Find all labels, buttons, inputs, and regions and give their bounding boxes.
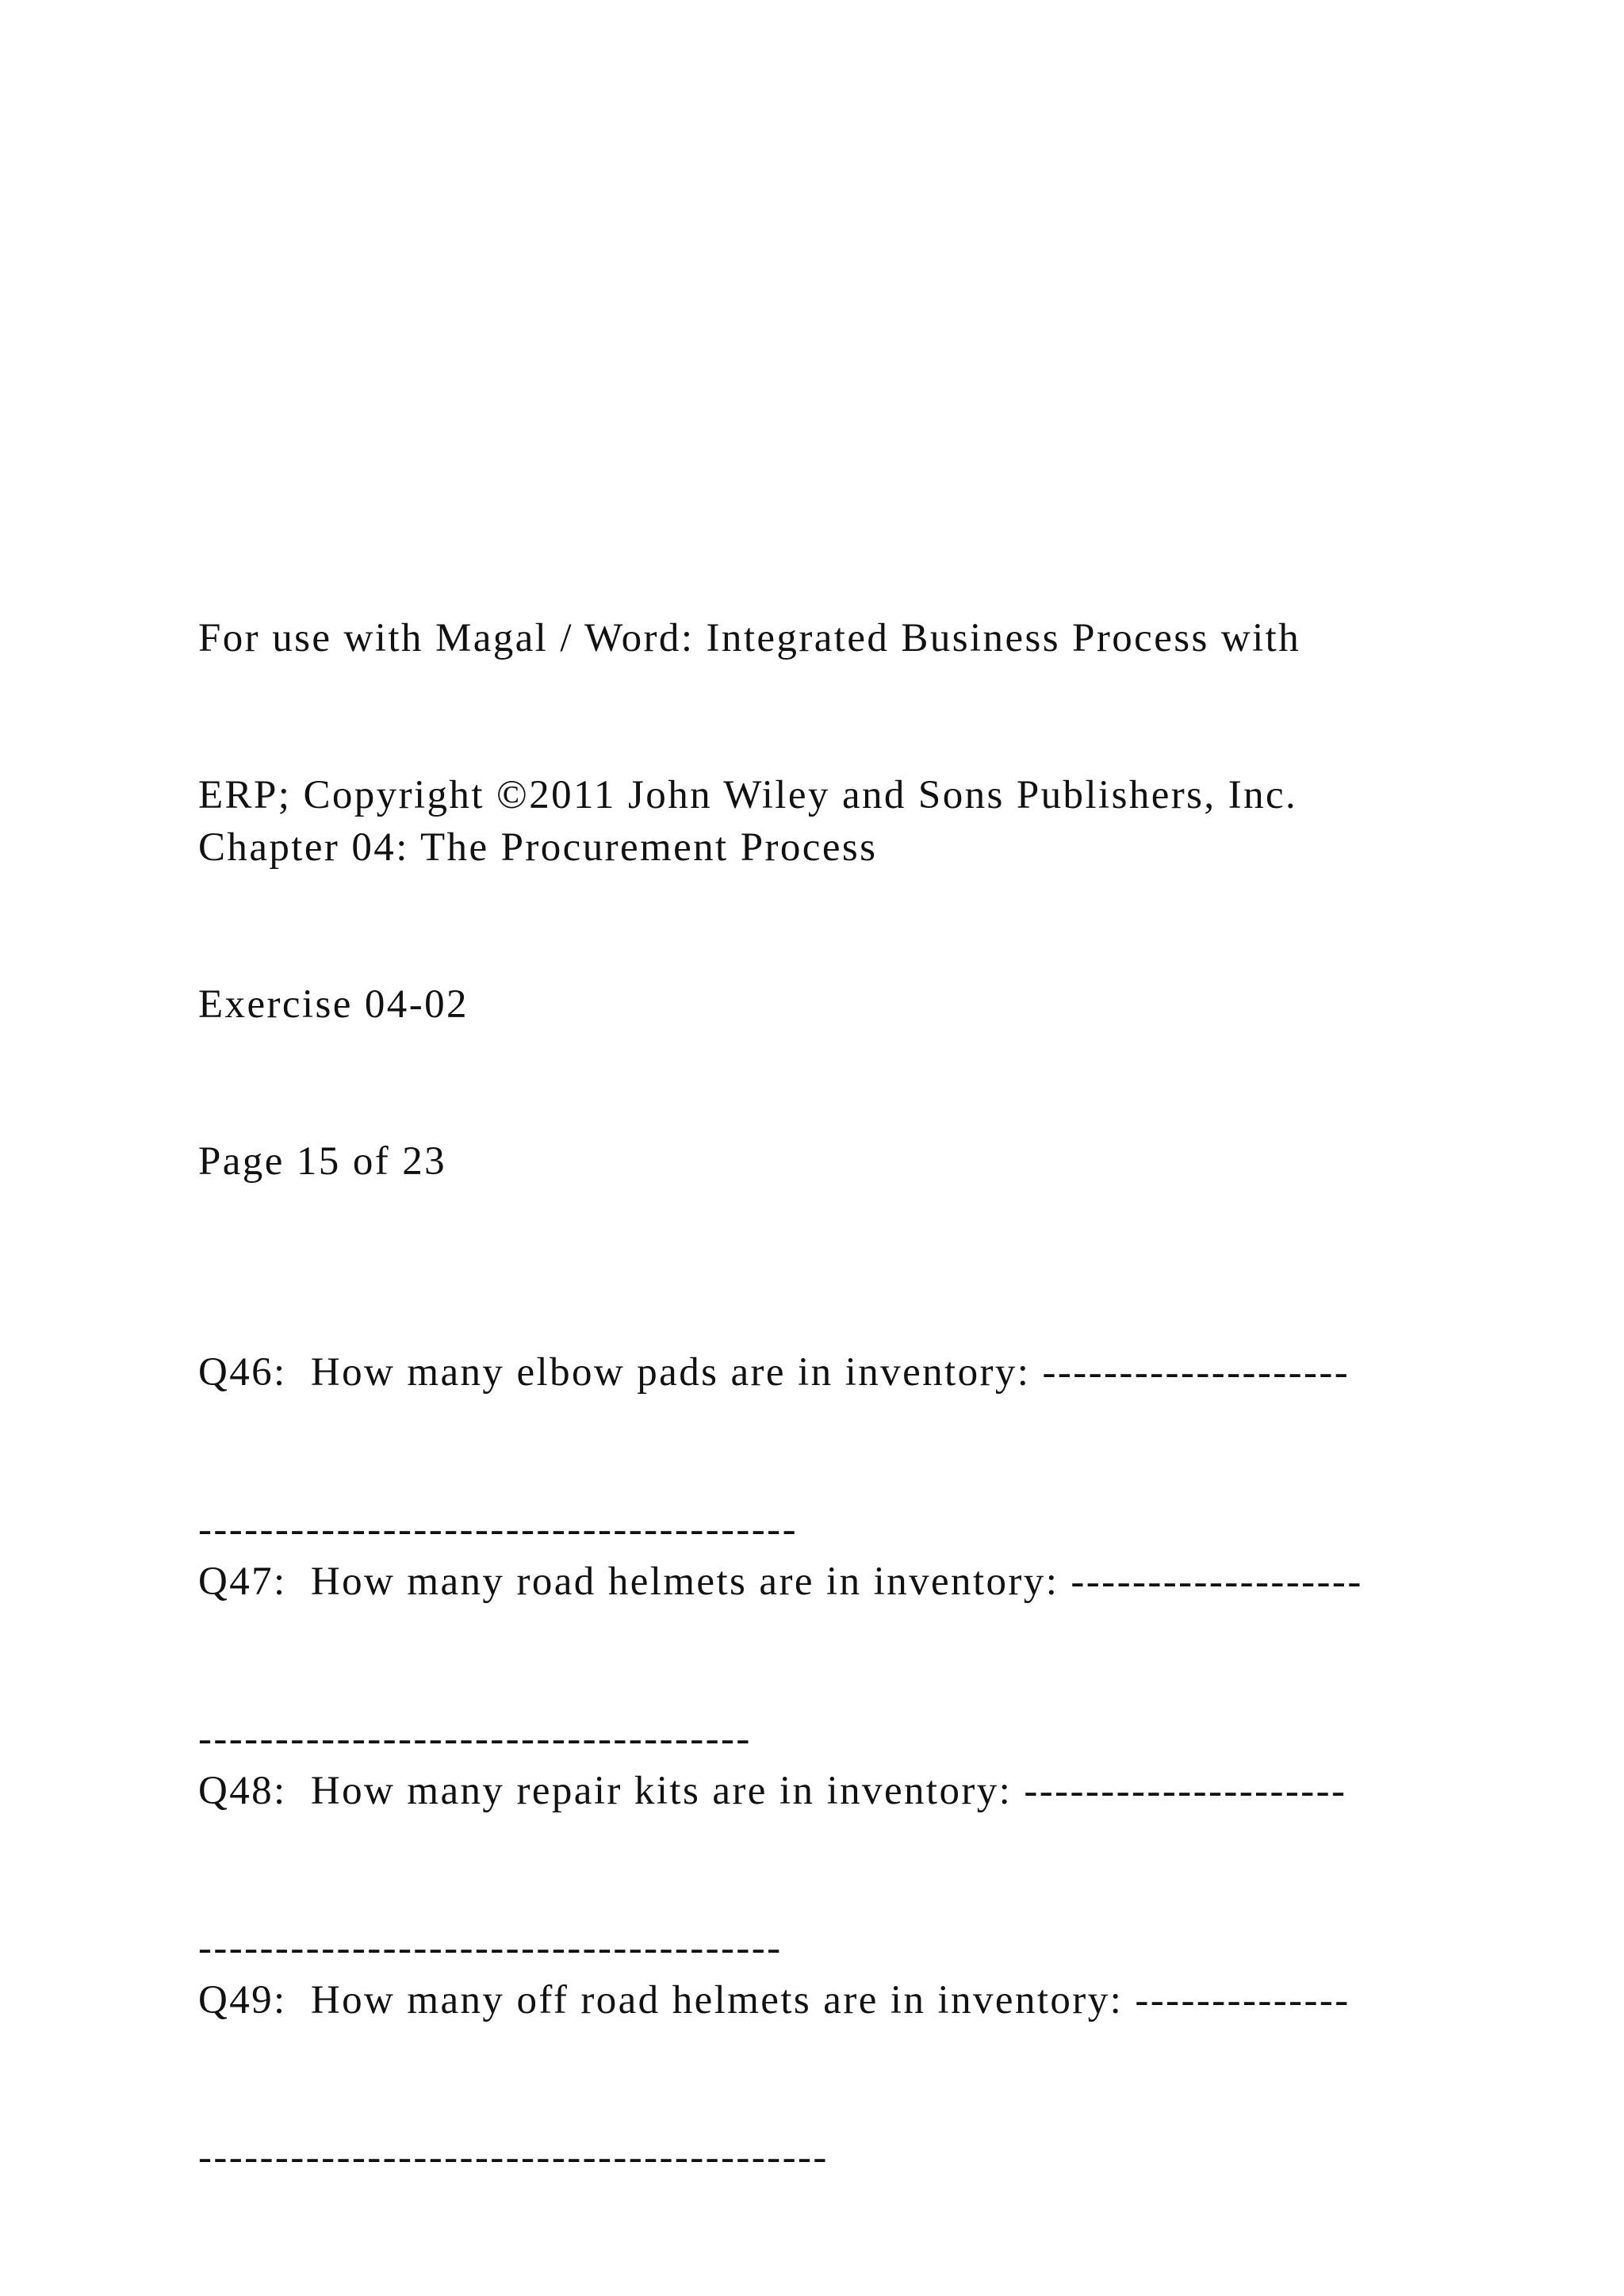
question-q49-line-1: Q49: How many off road helmets are in inventory: -------------- (198, 1978, 1350, 2022)
question-q46-line-1: Q46: How many elbow pads are in inventory: -------------------- (198, 1350, 1350, 1395)
question-q47-line-2: ------------------------------------ (198, 1716, 752, 1761)
copyright-line-1: For use with Magal / Word: Integrated Business Process with (198, 616, 1301, 660)
question-q48-line-2: -------------------------------------- (198, 1926, 783, 1970)
question-q49-line-2: ----------------------------------------- (198, 2135, 829, 2179)
question-q48-line-1: Q48: How many repair kits are in inventory: --------------------- (198, 1769, 1347, 1813)
chapter-title-text: Chapter 04: The Procurement Process (198, 825, 878, 870)
copyright-line-2: ERP; Copyright ©2011 John Wiley and Sons Publishers, Inc. (198, 773, 1298, 817)
exercise-label-text: Exercise 04-02 (198, 982, 469, 1027)
question-q49 (198, 1869, 1350, 2288)
page-number-text: Page 15 of 23 (198, 1139, 447, 1184)
question-q47-line-1: Q47: How many road helmets are in inventory: ------------------- (198, 1559, 1363, 1604)
question-q46-line-2: --------------------------------------- (198, 1507, 798, 1552)
